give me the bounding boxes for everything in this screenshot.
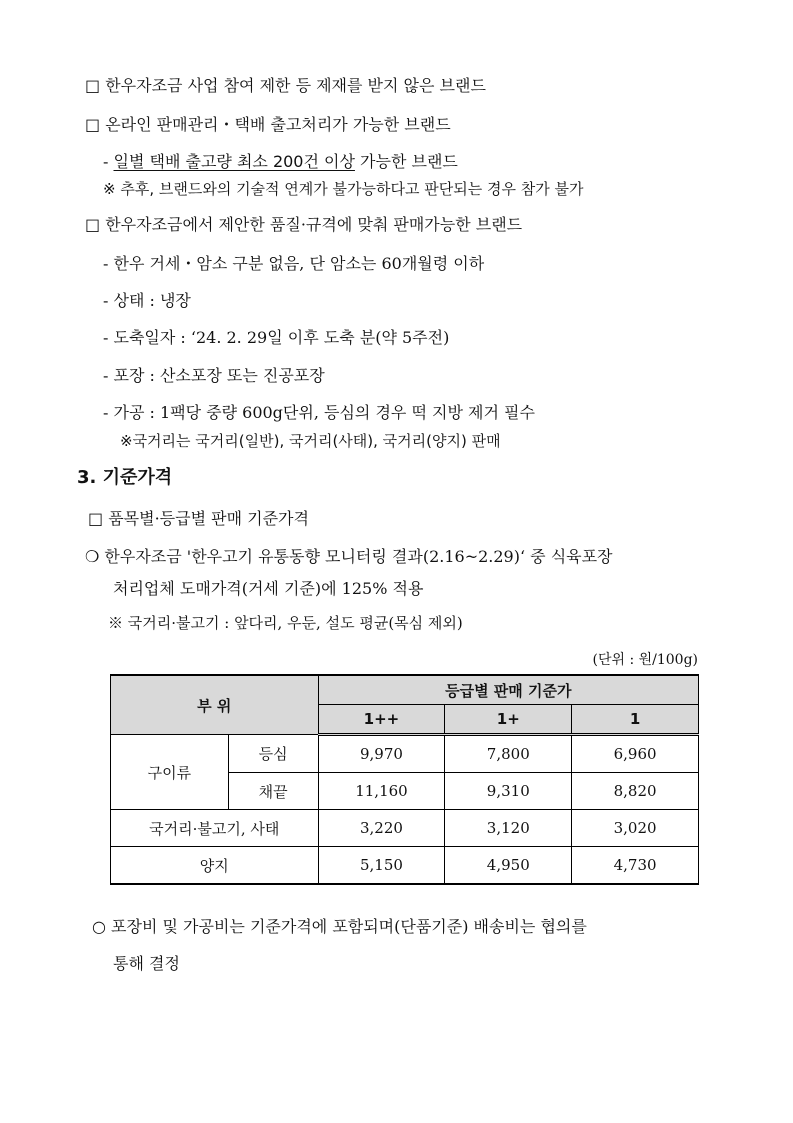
- price-criteria-title: □ 품목별·등급별 판매 기준가격: [88, 509, 309, 528]
- part-header: 부 위: [111, 675, 319, 735]
- section-title: 3. 기준가격: [77, 467, 173, 488]
- table-header-row: [111, 675, 699, 705]
- table-row: [111, 810, 699, 847]
- dash: -: [103, 152, 114, 171]
- value-cell: 6,960: [572, 735, 699, 773]
- note-tech-link: ※ 추후, 브랜드와의 기술적 연계가 불가능하다고 판단되는 경우 참가 불가: [103, 180, 584, 198]
- value-cell: 4,730: [572, 847, 699, 885]
- grade-1: 1: [572, 705, 699, 735]
- value-cell: 8,820: [572, 773, 699, 810]
- spec-processing: - 가공 : 1팩당 중량 600g단위, 등심의 경우 떡 지방 제거 필수: [103, 403, 535, 422]
- value-cell: 9,970: [318, 735, 445, 773]
- table-row: [111, 735, 699, 773]
- value-cell: 5,150: [318, 847, 445, 885]
- value-cell: 11,160: [318, 773, 445, 810]
- packaging-cost-line2: 통해 결정: [113, 954, 180, 973]
- table-row: [111, 847, 699, 885]
- criteria-quality-spec: □ 한우자조금에서 제안한 품질·규격에 맞춰 판매가능한 브랜드: [85, 215, 523, 234]
- value-cell: 9,310: [445, 773, 572, 810]
- spec-cattle: - 한우 거세・암소 구분 없음, 단 암소는 60개월령 이하: [103, 254, 485, 273]
- note-average: ※ 국거리·불고기 : 앞다리, 우둔, 설도 평균(목심 제외): [108, 614, 463, 632]
- daily-shipping-underlined: 일별 택배 출고량 최소 200건 이상: [113, 152, 355, 171]
- sub-label: 등심: [228, 735, 318, 773]
- table-unit: (단위 : 원/100g): [592, 652, 698, 668]
- value-cell: 4,950: [445, 847, 572, 885]
- criteria-no-sanction: □ 한우자조금 사업 참여 제한 등 제재를 받지 않은 브랜드: [85, 76, 486, 95]
- group-label: 구이류: [111, 735, 229, 810]
- value-cell: 3,220: [318, 810, 445, 847]
- daily-shipping-suffix: 가능한 브랜드: [354, 152, 458, 171]
- grade-header: 등급별 판매 기준가: [318, 675, 698, 705]
- value-cell: 3,120: [445, 810, 572, 847]
- note-soup-meat: ※국거리는 국거리(일반), 국거리(사태), 국거리(양지) 판매: [120, 432, 501, 450]
- row-label: 양지: [111, 847, 319, 885]
- grade-1p: 1+: [445, 705, 572, 735]
- spec-slaughter-date: - 도축일자 : ‘24. 2. 29일 이후 도축 분(약 5주전): [103, 328, 450, 347]
- spec-packaging: - 포장 : 산소포장 또는 진공포장: [103, 366, 325, 385]
- packaging-cost-line1: ○ 포장비 및 가공비는 기준가격에 포함되며(단품기준) 배송비는 협의를: [92, 917, 587, 936]
- price-basis-line2: 처리업체 도매가격(거세 기준)에 125% 적용: [113, 579, 424, 598]
- criteria-daily-shipping: [103, 151, 458, 173]
- criteria-online-delivery: □ 온라인 판매관리・택배 출고처리가 가능한 브랜드: [85, 115, 451, 134]
- spec-state: - 상태 : 냉장: [103, 291, 191, 310]
- value-cell: 3,020: [572, 810, 699, 847]
- sub-label: 채끝: [228, 773, 318, 810]
- price-basis-line1: ❍ 한우자조금 '한우고기 유통동향 모니터링 결과(2.16~2.29)‘ 중 식육포장: [85, 547, 613, 566]
- row-label: 국거리·불고기, 사태: [111, 810, 319, 847]
- grade-1pp: 1++: [318, 705, 445, 735]
- value-cell: 7,800: [445, 735, 572, 773]
- price-table: [110, 674, 699, 885]
